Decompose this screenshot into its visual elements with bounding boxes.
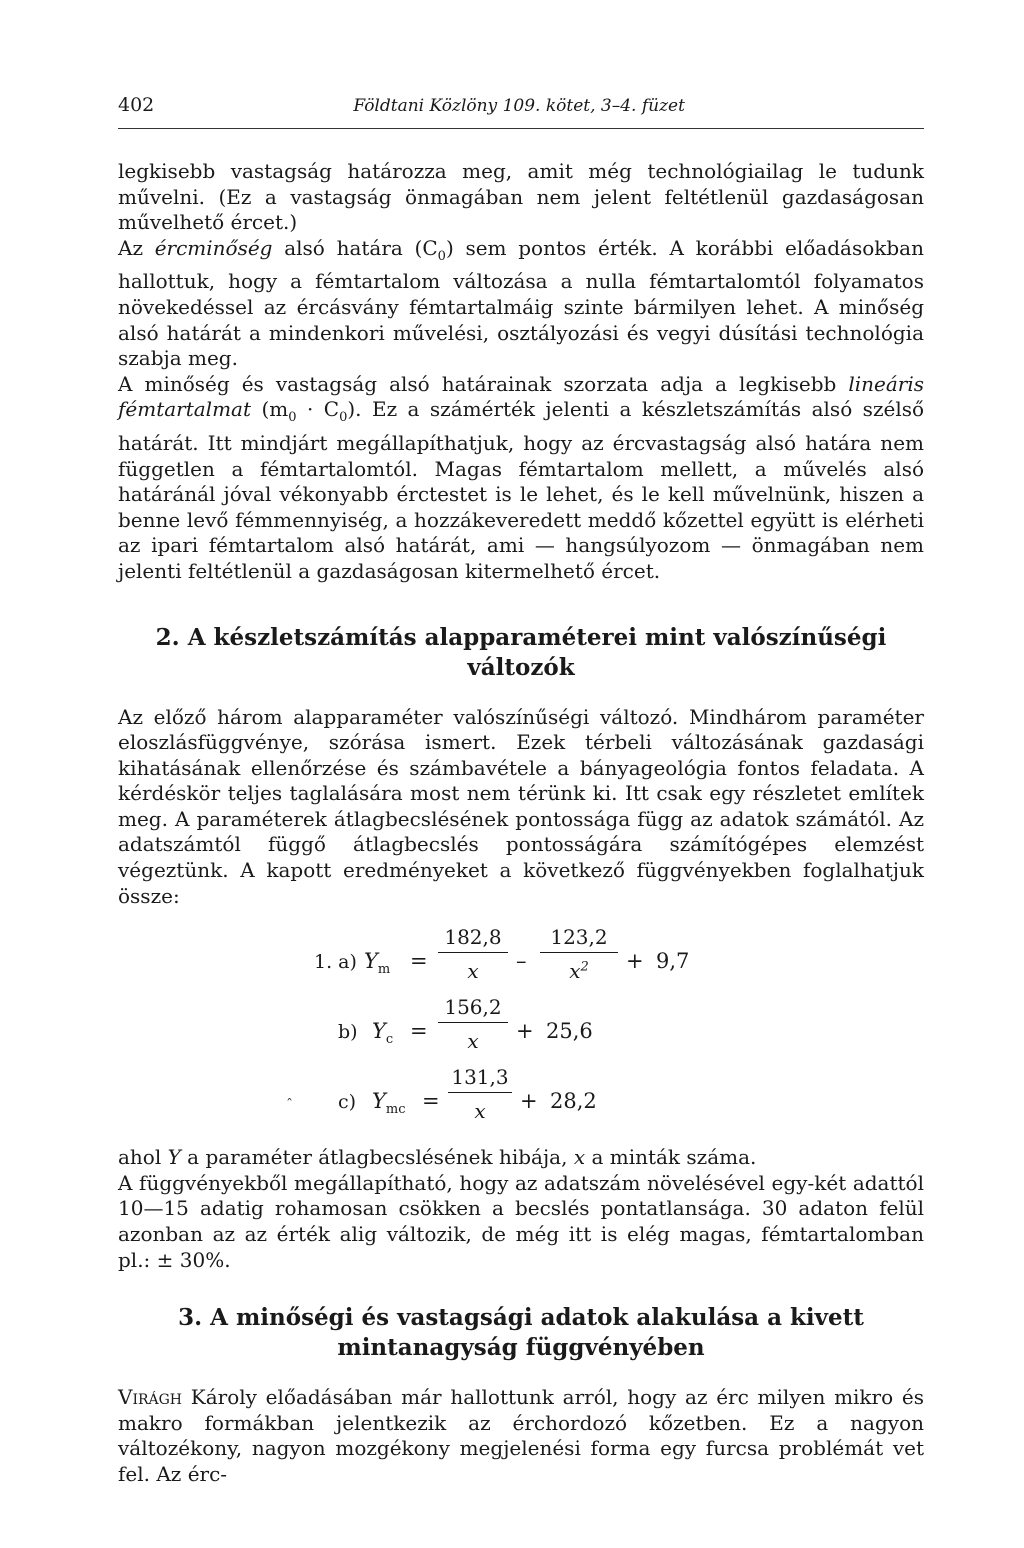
formula-block <box>118 925 924 1137</box>
section-3-heading: 3. A minőségi és vastagsági adatok alakulása a kivett mintanagyság függvényében <box>178 1304 864 1362</box>
paragraph-6: A függvényekből megállapítható, hogy az adatszám növelésével egy-két adattól 10—15 adatig rohamosan csökken a becslés pontatlansága. 30 adaton felül azonban az az érték alig változik, de még itt is elég magas, fémtartalomban pl.: ± 30%. <box>118 1170 924 1272</box>
paragraph-3: A minőség és vastagság alsó határainak szorzata adja a legkisebb lineáris fémtartalmat $(m_0 \cdot C_0)$. Ez a számérték jelenti a készletszámítás alsó szélső határát. Itt mindjárt megállapíthatjuk, hogy az ércvastagság alsó határa nem független a fémtartalomtól. Magas fémtartalom mellett, a művelés alsó határánál jóval vékonyabb érctestet is le lehet, és le kell művelnünk, hiszen a benne levő fémmennyiség, a hozzákeveredett meddő kőzettel együtt is elérheti az ipari fémtartalom alsó határát, ami — hangsúlyozom — önmagában nem jelenti feltétlenül a gazdaságosan kitermelhető ércet. <box>118 371 925 583</box>
paragraph-2: Az ércminőség alsó határa $(C_0)$ sem pontos érték. A korábbi előadásokban hallottuk, hogy a fémtartalom változása a nulla fémtartalomtól folyamatos növekedéssel az ércásvány fémtartalmáig szinte bármilyen lehet. A minőség alsó határát a mindenkori művelési, osztályozási és vegyi dúsítási technológia szabja meg. <box>118 235 924 371</box>
paragraph-7: Virágh Károly előadásában már hallottunk arról, hogy az érc milyen mikro és makro formákban jelentkezik az érchordozó kőzetben. Ez a nagyon változékony, nagyon mozgékony megjelenési forma egy furcsa problémát vet fel. Az érc- <box>118 1385 924 1486</box>
paragraph-5: ahol Y a paraméter átlagbecslésének hibája, x a minták száma. <box>118 1145 757 1170</box>
page <box>118 94 924 1488</box>
emphasis-ercminoseg: ércminőség <box>154 235 273 260</box>
running-header <box>118 94 924 129</box>
journal-title: Földtani Közlöny 109. kötet, 3–4. füzet <box>353 96 685 116</box>
paragraph-4: Az előző három alapparaméter valószínűségi változó. Mindhárom paraméter eloszlásfüggvénye, szórása ismert. Ezek térbeli változásának gazdasági kihatásának ellenőrzése és számbavétele a bányageológia fontos feladata. A kérdéskör teljes taglalására most nem térünk ki. Itt csak egy részletet említek meg. A paraméterek átlagbecslésének pontossága függ az adatok számától. Az adatszámtól függő átlagbecslés pontosságára számítógépes elemzést végeztünk. A kapott eredményeket a következő függvényekben foglalhatjuk össze: <box>118 704 924 908</box>
formula-1a: 1. a) $Y_m$ = $\frac{182,8}{x}$ – $\frac{123,2}{x^2}$ + 9,7 <box>314 925 690 984</box>
formula-1b: b) $Y_c$ = $\frac{156,2}{x}$ + 25,6 <box>338 995 593 1054</box>
emphasis-linearis: lineáris fémtartalmat <box>118 371 924 422</box>
author-name: Virágh <box>118 1385 183 1410</box>
section-2-heading: 2. A készletszámítás alapparaméterei mint valószínűségi változók <box>155 623 887 681</box>
paragraph-1: legkisebb vastagság határozza meg, amit még technológiailag le tudunk művelni. (Ez a vastagság önmagában nem jelent feltétlenül gazdaságosan művelhető ércet.) <box>118 159 924 235</box>
page-number: 402 <box>118 94 155 116</box>
stray-mark-icon: ˆ <box>286 1097 293 1114</box>
formula-1c: ˆ c) $Y_{mc}$ = $\frac{131,3}{x}$ + 28,2 <box>286 1065 597 1124</box>
